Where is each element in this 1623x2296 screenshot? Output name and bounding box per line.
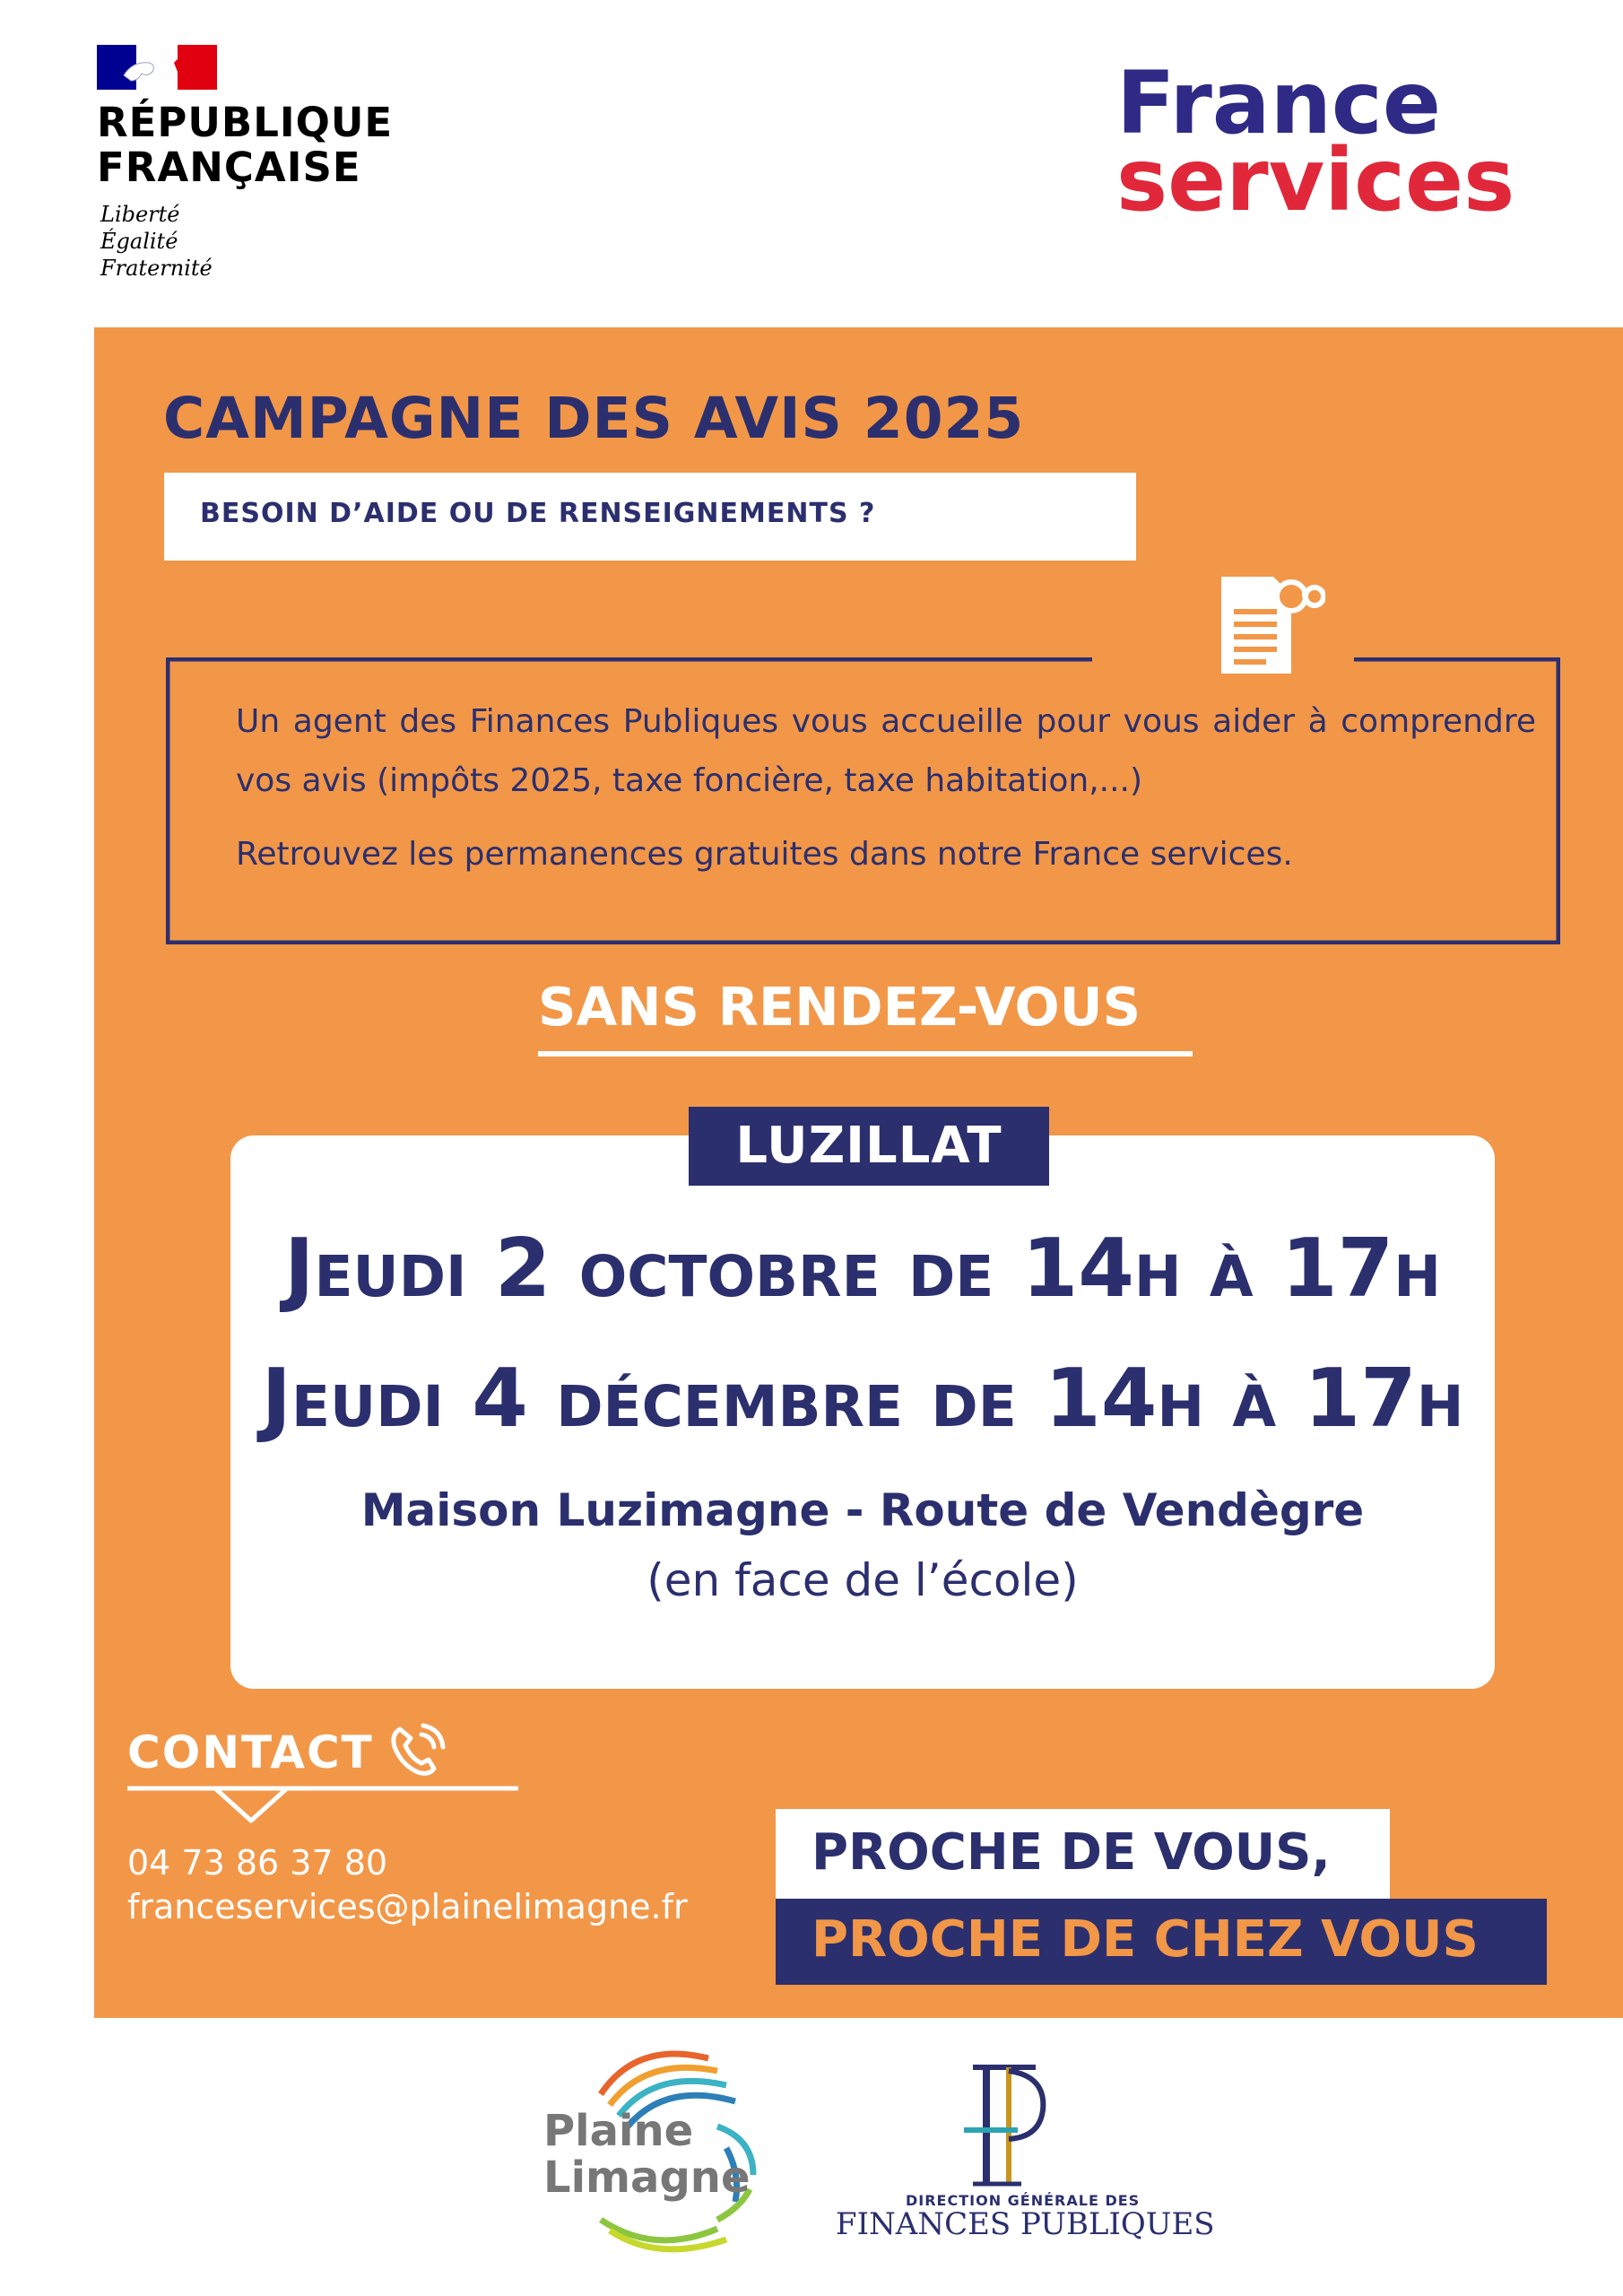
- france-services-line2: services: [1116, 130, 1515, 230]
- banner-underline: [538, 1051, 1193, 1057]
- info-paragraph: Un agent des Finances Publiques vous accueille pour vous aider à comprendre vos avis (impôts 2025, taxe foncière, taxe habitation,...): [236, 703, 1536, 799]
- dgfip-direction-label: DIRECTION GÉNÉRALE DES: [906, 2192, 1141, 2209]
- campaign-subtitle: BESOIN D’AIDE OU DE RENSEIGNEMENTS ?: [200, 498, 876, 529]
- republique-line: RÉPUBLIQUE: [97, 99, 394, 146]
- limagne-line: Limagne: [543, 2152, 751, 2203]
- republique-francaise-wordmark: [97, 100, 393, 190]
- marianne-flag-logo: [97, 45, 217, 90]
- contact-speech-line: [126, 1785, 520, 1826]
- france-services-logo: [1116, 53, 1515, 230]
- schedule-date-1: Jeudi 2 octobre de 14h à 17h: [284, 1222, 1441, 1316]
- address-note: (en face de l’école): [647, 1554, 1079, 1606]
- document-glasses-icon: [1209, 571, 1325, 679]
- motto-fraternite: Fraternité: [100, 256, 213, 281]
- contact-label: CONTACT: [127, 1726, 374, 1779]
- contact-phone[interactable]: 04 73 86 37 80: [127, 1843, 388, 1883]
- schedule-date-2: Jeudi 4 décembre de 14h à 17h: [261, 1352, 1464, 1446]
- sans-rendez-vous-banner: SANS RENDEZ-VOUS: [538, 976, 1141, 1038]
- republic-motto: [100, 201, 213, 282]
- slogan-line2: PROCHE DE CHEZ VOUS: [812, 1910, 1479, 1969]
- motto-liberte: Liberté: [100, 202, 180, 227]
- motto-egalite: Égalité: [100, 229, 178, 254]
- campaign-title: CAMPAGNE DES AVIS 2025: [163, 386, 1025, 451]
- france-services-line1: France: [1116, 53, 1441, 153]
- slogan-line1: PROCHE DE VOUS,: [812, 1823, 1331, 1882]
- phone-icon: [387, 1722, 450, 1779]
- dgfip-fp-mark: [946, 2058, 1054, 2193]
- plaine-limagne-wordmark: [543, 2108, 751, 2201]
- dgfip-finances-publiques: FINANCES PUBLIQUES: [836, 2206, 1215, 2242]
- info-paragraph-2: Retrouvez les permanences gratuites dans notre France services.: [236, 836, 1293, 873]
- contact-email[interactable]: franceservices@plainelimagne.fr: [127, 1887, 688, 1926]
- address: Maison Luzimagne - Route de Vendègre: [360, 1484, 1365, 1536]
- location-tag: LUZILLAT: [735, 1117, 1002, 1175]
- francaise-line: FRANÇAISE: [97, 144, 361, 191]
- plaine-line: Plaine: [543, 2106, 694, 2156]
